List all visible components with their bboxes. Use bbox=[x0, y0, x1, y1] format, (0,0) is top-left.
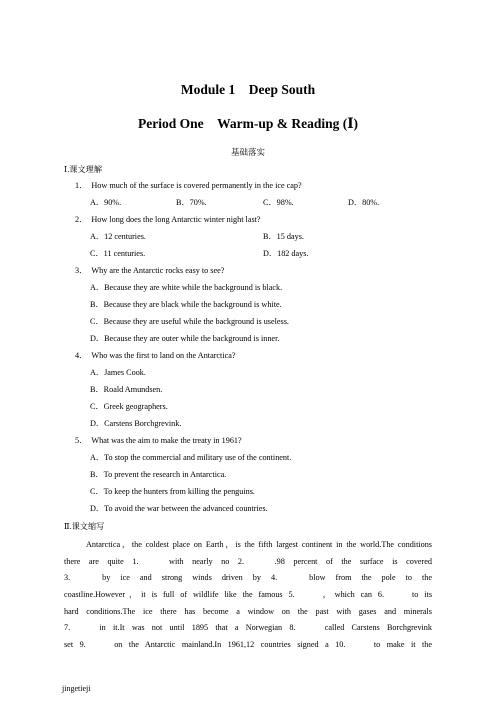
section-heading-summary: Ⅱ.课文缩写 bbox=[64, 522, 105, 531]
question-3: 3． Why are the Antarctic rocks easy to see? bbox=[75, 266, 225, 275]
section-kicker: 基础落实 bbox=[230, 147, 265, 157]
option-2c: C．11 centuries. bbox=[90, 249, 146, 258]
option-1a: A．90%. bbox=[90, 198, 122, 207]
question-4: 4． Who was the first to land on the Antarctica? bbox=[75, 351, 236, 360]
option-3b: B．Because they are black while the background is white. bbox=[90, 300, 282, 309]
passage-line: Antarctica，the coldest place on Earth，is the fifth largest continent in the world.The conditions bbox=[86, 540, 432, 549]
passage-line: 7. in it.It was not until 1895 that a Norwegian 8. called Carstens Borchgrevink bbox=[64, 623, 432, 633]
option-3d: D．Because they are outer while the background is inner. bbox=[90, 334, 280, 343]
option-2a: A．12 centuries. bbox=[90, 232, 146, 241]
question-2: 2． How long does the long Antarctic winter night last? bbox=[75, 215, 261, 224]
passage-line: coastline.However，it is full of wildlife like the famous 5. ，which can 6. to its bbox=[64, 590, 432, 600]
option-4d: D．Carstens Borchgrevink. bbox=[90, 419, 182, 428]
option-5a: A．To stop the commercial and military use of the continent. bbox=[90, 453, 292, 462]
option-3a: A．Because they are white while the background is black. bbox=[90, 283, 283, 292]
option-5c: C．To keep the hunters from killing the penguins. bbox=[90, 487, 255, 496]
option-5d: D．To avoid the war between the advanced countries. bbox=[90, 504, 268, 513]
option-4c: C．Greek geographers. bbox=[90, 402, 168, 411]
page-subtitle: Period One Warm-up & Reading (Ⅰ) bbox=[137, 116, 359, 131]
option-2d: D．182 days. bbox=[263, 249, 309, 258]
option-4b: B．Roald Amundsen. bbox=[90, 385, 163, 394]
question-5: 5． What was the aim to make the treaty in 1961? bbox=[75, 436, 242, 445]
option-1d: D．80%. bbox=[348, 198, 380, 207]
option-5b: B．To prevent the research in Antarctica. bbox=[90, 470, 227, 479]
option-2b: B．15 days. bbox=[263, 232, 304, 241]
passage-line: 3. by ice and strong winds driven by 4. blow from the pole to the bbox=[64, 573, 432, 583]
passage-line: hard conditions.The ice there has become a window on the past with gases and minerals bbox=[64, 606, 432, 616]
question-1: 1． How much of the surface is covered permanently in the ice cap? bbox=[75, 181, 302, 190]
option-3c: C．Because they are useful while the background is useless. bbox=[90, 317, 289, 326]
passage-line: set 9. on the Antarctic mainland.In 1961,12 countries signed a 10. to make it the bbox=[64, 640, 432, 650]
section-heading-comprehension: Ⅰ.课文理解 bbox=[64, 165, 103, 174]
summary-passage bbox=[64, 537, 432, 654]
option-4a: A．James Cook. bbox=[90, 368, 146, 377]
passage-line: there are quite 1. with nearly no 2. .98 percent of the surface is covered bbox=[64, 556, 433, 566]
option-1c: C．98%. bbox=[263, 198, 294, 207]
page-footer: jingetieji bbox=[62, 684, 91, 693]
page-title: Module 1 Deep South bbox=[180, 82, 316, 97]
option-1b: B．70%. bbox=[176, 198, 207, 207]
